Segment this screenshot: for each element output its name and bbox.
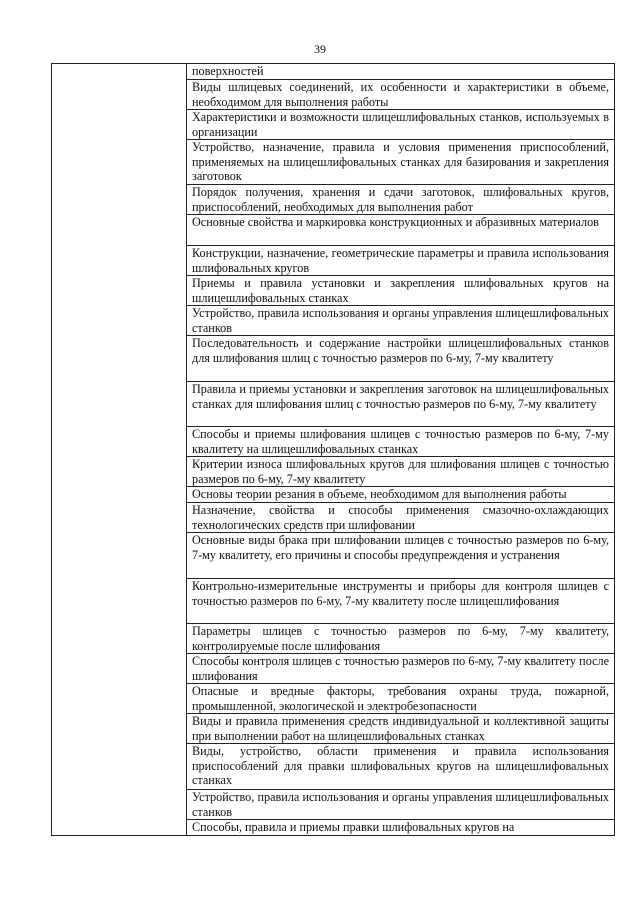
required-knowledge-cell: [187, 382, 615, 427]
knowledge-table: [51, 63, 615, 836]
required-knowledge-text: Критерии износа шлифовальных кругов для шлифования шлицев с точностью размеров по 6-му, 7-му квалитету: [192, 457, 609, 486]
required-knowledge-text: Порядок получения, хранения и сдачи заготовок, шлифовальных кругов, приспособлений, необходимых для выполнения работ: [192, 185, 609, 214]
required-knowledge-cell: [187, 306, 615, 336]
required-knowledge-cell: [187, 654, 615, 684]
required-knowledge-text: Последовательность и содержание настройки шлицешлифовальных станков для шлифования шлиц с точностью размеров по 6-му, 7-му квалитету: [192, 336, 609, 365]
required-knowledge-cell: [187, 684, 615, 714]
labor-function-cell: [52, 64, 187, 836]
required-knowledge-cell: [187, 215, 615, 246]
required-knowledge-text: Основы теории резания в объеме, необходимом для выполнения работы: [192, 487, 567, 501]
required-knowledge-cell: [187, 503, 615, 533]
required-knowledge-text: Виды и правила применения средств индивидуальной и коллективной защиты при выполнении работ на шлицешлифовальных станках: [192, 714, 609, 743]
required-knowledge-text: Способы, правила и приемы правки шлифовальных кругов на: [192, 820, 515, 834]
required-knowledge-text: Устройство, назначение, правила и условия применения приспособлений, применяемых на шлицешлифовальных станках для базирования и закрепления заготовок: [192, 140, 609, 184]
required-knowledge-text: Устройство, правила использования и органы управления шлицешлифовальных станков: [192, 790, 609, 819]
required-knowledge-text: Правила и приемы установки и закрепления заготовок на шлицешлифовальных станках для шлифования шлиц с точностью размеров по 6-му, 7-му квалитету: [192, 382, 609, 411]
required-knowledge-text: Приемы и правила установки и закрепления шлифовальных кругов на шлицешлифовальных станках: [192, 276, 609, 305]
required-knowledge-cell: [187, 246, 615, 276]
table-row: [52, 64, 615, 80]
required-knowledge-text: Способы и приемы шлифования шлицев с точностью размеров по 6-му, 7-му квалитету на шлицешлифовальных станках: [192, 427, 609, 456]
knowledge-table-body: [52, 64, 615, 836]
required-knowledge-text: Характеристики и возможности шлицешлифовальных станков, используемых в организации: [192, 110, 609, 139]
required-knowledge-cell: [187, 427, 615, 457]
required-knowledge-text: Конструкции, назначение, геометрические параметры и правила использования шлифовальных кругов: [192, 246, 609, 275]
required-knowledge-cell: [187, 80, 615, 110]
page-number: 39: [314, 42, 326, 56]
required-knowledge-cell: [187, 579, 615, 624]
required-knowledge-text: Основные виды брака при шлифовании шлицев с точностью размеров по 6-му, 7-му квалитету, его причины и способы предупреждения и устранения: [192, 533, 609, 562]
required-knowledge-cell: [187, 457, 615, 487]
required-knowledge-cell: [187, 714, 615, 744]
required-knowledge-text: Параметры шлицев с точностью размеров по 6-му, 7-му квалитету, контролируемые после шлифования: [192, 624, 609, 653]
required-knowledge-cell: [187, 185, 615, 215]
required-knowledge-text: Контрольно-измерительные инструменты и приборы для контроля шлицев с точностью размеров по 6-му, 7-му квалитету после шлицешлифования: [192, 579, 609, 608]
required-knowledge-text: поверхностей: [192, 64, 264, 78]
required-knowledge-cell: [187, 110, 615, 140]
required-knowledge-cell: [187, 276, 615, 306]
required-knowledge-cell: [187, 820, 615, 836]
required-knowledge-text: Виды, устройство, области применения и правила использования приспособлений для правки шлифовальных кругов на шлицешлифовальных станках: [192, 744, 609, 788]
required-knowledge-cell: [187, 64, 615, 80]
required-knowledge-text: Виды шлицевых соединений, их особенности и характеристики в объеме, необходимом для выполнения работы: [192, 80, 609, 109]
required-knowledge-text: Опасные и вредные факторы, требования охраны труда, пожарной, промышленной, экологической и электробезопасности: [192, 684, 609, 713]
required-knowledge-cell: [187, 140, 615, 185]
required-knowledge-cell: [187, 487, 615, 503]
required-knowledge-cell: [187, 744, 615, 790]
required-knowledge-cell: [187, 533, 615, 579]
required-knowledge-cell: [187, 790, 615, 820]
required-knowledge-cell: [187, 336, 615, 382]
required-knowledge-text: Способы контроля шлицев с точностью размеров по 6-му, 7-му квалитету после шлифования: [192, 654, 609, 683]
required-knowledge-text: Устройство, правила использования и органы управления шлицешлифовальных станков: [192, 306, 609, 335]
required-knowledge-text: Основные свойства и маркировка конструкционных и абразивных материалов: [192, 215, 599, 229]
required-knowledge-text: Назначение, свойства и способы применения смазочно-охлаждающих технологических средств при шлифовании: [192, 503, 609, 532]
required-knowledge-cell: [187, 624, 615, 654]
